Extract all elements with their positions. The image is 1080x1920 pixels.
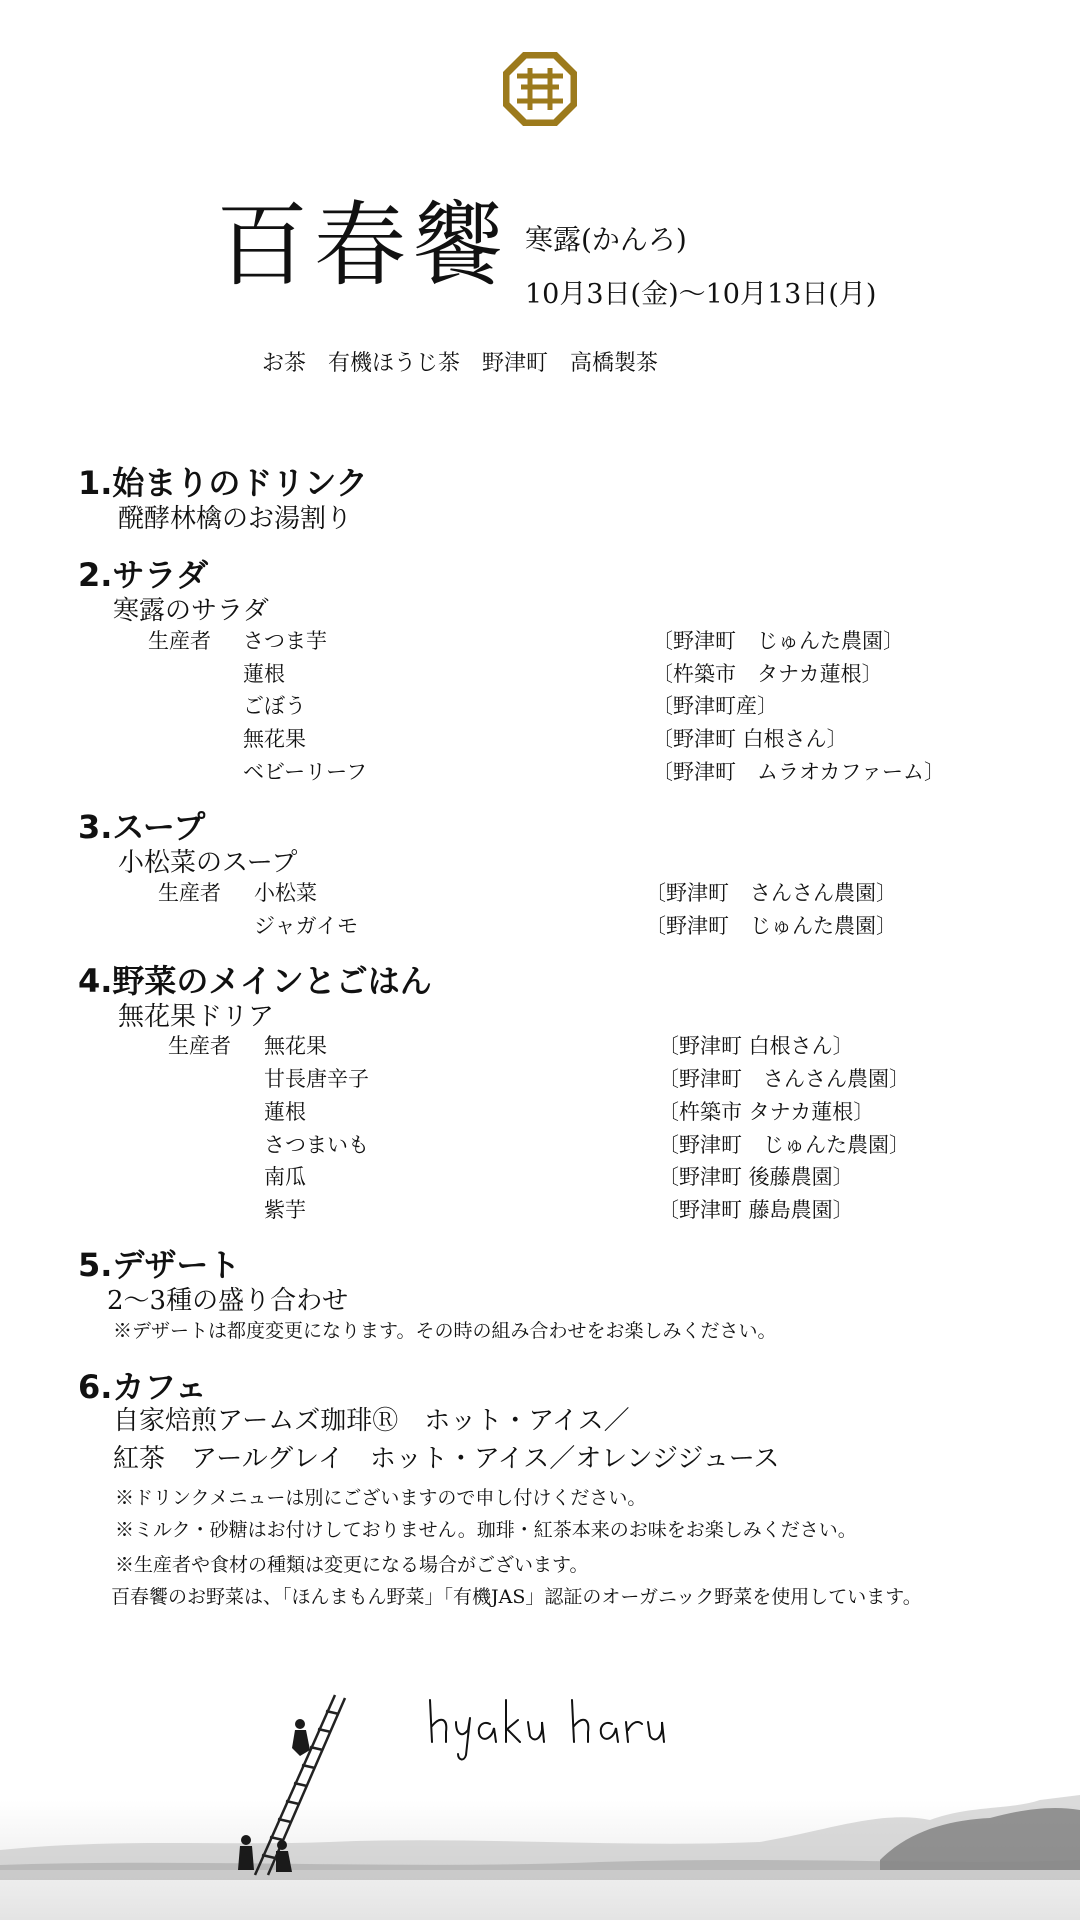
ingredient-item: 蓮根 xyxy=(264,1100,306,1124)
season-name: 寒露(かんろ) xyxy=(525,223,687,256)
ingredient-source: 〔野津町 さんさん農園〕 xyxy=(658,1067,910,1091)
producer-label: 生産者 xyxy=(168,1034,231,1058)
section-heading-dessert: 5.デザート xyxy=(78,1246,241,1284)
ingredient-source: 〔野津町 じゅんた農園〕 xyxy=(645,914,897,938)
footnote: 百春饗のお野菜は、「ほんまもん野菜」「有機JAS」認証のオーガニック野菜を使用しています。 xyxy=(111,1586,922,1608)
section-heading-main: 4.野菜のメインとごはん xyxy=(78,962,432,1000)
ingredient-source: 〔野津町 ムラオカファーム〕 xyxy=(652,760,945,784)
ingredient-item: ベビーリーフ xyxy=(243,760,368,784)
section-heading-cafe: 6.カフェ xyxy=(78,1368,207,1406)
ingredient-item: 紫芋 xyxy=(264,1198,306,1222)
ingredient-item: ごぼう xyxy=(243,694,306,718)
section-heading-drink: 1.始まりのドリンク xyxy=(78,464,368,502)
ingredient-item: さつまいも xyxy=(264,1133,369,1157)
producer-label: 生産者 xyxy=(158,881,221,905)
dish-name: 寒露のサラダ xyxy=(113,596,269,626)
signature xyxy=(430,1700,664,1759)
ingredient-source: 〔野津町 藤島農園〕 xyxy=(658,1198,854,1222)
page-title: 百春饗 xyxy=(216,192,511,299)
ingredient-item: 甘長唐辛子 xyxy=(264,1067,369,1091)
ingredient-source: 〔野津町 白根さん〕 xyxy=(652,727,848,751)
footnote: ※ミルク・砂糖はお付けしておりません。珈琲・紅茶本来のお味をお楽しみください。 xyxy=(115,1519,857,1541)
section-heading-soup: 3.スープ xyxy=(78,808,206,846)
dish-name: 2〜3種の盛り合わせ xyxy=(107,1286,349,1316)
ingredient-item: 南瓜 xyxy=(264,1165,306,1189)
ingredient-item: 無花果 xyxy=(243,727,306,751)
ingredient-source: 〔野津町 じゅんた農園〕 xyxy=(658,1133,910,1157)
footnote: ※生産者や食材の種類は変更になる場合がございます。 xyxy=(115,1554,589,1576)
dessert-note: ※デザートは都度変更になります。その時の組み合わせをお楽しみください。 xyxy=(113,1320,777,1342)
ingredient-source: 〔野津町 じゅんた農園〕 xyxy=(652,629,904,653)
dish-name: 小松菜のスープ xyxy=(118,848,298,878)
ingredient-item: 無花果 xyxy=(264,1034,327,1058)
date-range: 10月3日(金)〜10月13日(月) xyxy=(525,279,877,310)
footer-ink-illustration xyxy=(0,1660,1080,1920)
logo-emblem xyxy=(503,52,577,126)
section-heading-salad: 2.サラダ xyxy=(78,556,209,594)
footnote: ※ドリンクメニューは別にございますので申し付けください。 xyxy=(115,1487,647,1509)
cafe-coffee-line: 自家焙煎アームズ珈琲Ⓡ ホット・アイス／ xyxy=(113,1406,630,1436)
ingredient-source: 〔杵築市 タナカ蓮根〕 xyxy=(652,662,883,686)
ingredient-source: 〔杵築市 タナカ蓮根〕 xyxy=(658,1100,875,1124)
ingredient-source: 〔野津町 後藤農園〕 xyxy=(658,1165,854,1189)
dish-name: 醗酵林檎のお湯割り xyxy=(118,504,353,534)
ingredient-item: さつま芋 xyxy=(243,629,327,653)
ingredient-item: 蓮根 xyxy=(243,662,285,686)
ingredient-source: 〔野津町 さんさん農園〕 xyxy=(645,881,897,905)
dish-name: 無花果ドリア xyxy=(118,1002,275,1032)
producer-label: 生産者 xyxy=(148,629,211,653)
ingredient-item: 小松菜 xyxy=(254,881,317,905)
cafe-tea-line: 紅茶 アールグレイ ホット・アイス／オレンジジュース xyxy=(113,1444,780,1474)
ingredient-source: 〔野津町産〕 xyxy=(652,694,778,718)
ingredient-item: ジャガイモ xyxy=(254,914,358,938)
tea-info: お茶 有機ほうじ茶 野津町 高橋製茶 xyxy=(262,351,659,376)
ingredient-source: 〔野津町 白根さん〕 xyxy=(658,1034,854,1058)
